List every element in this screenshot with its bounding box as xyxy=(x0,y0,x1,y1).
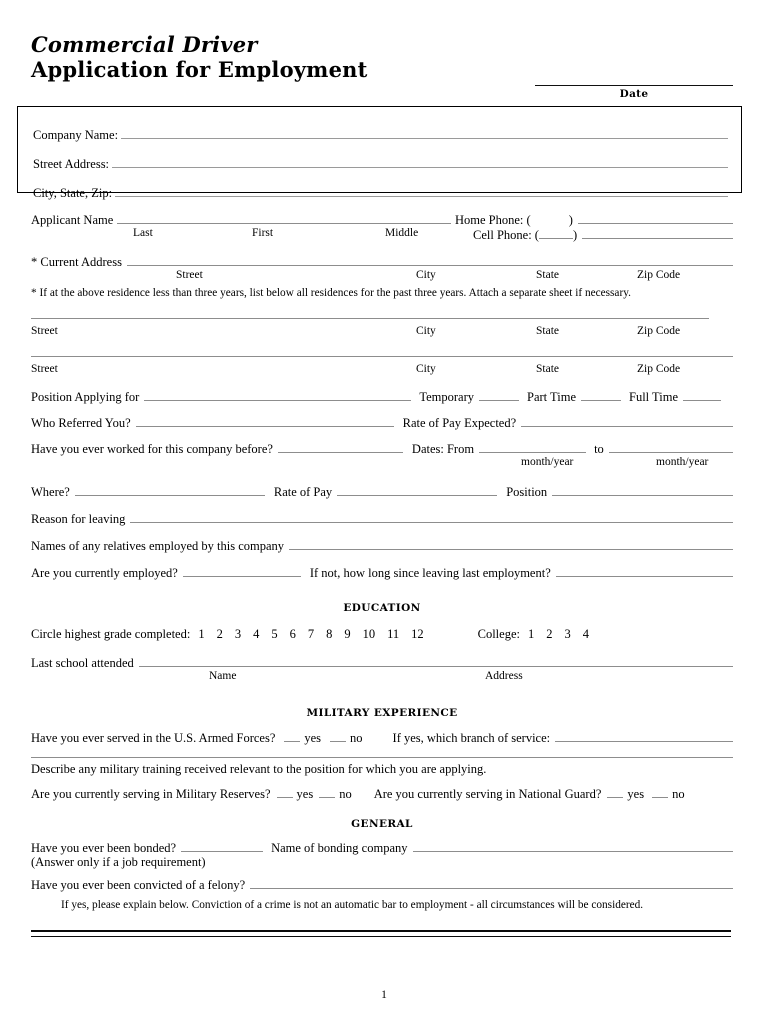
college-option-4[interactable]: 4 xyxy=(582,627,589,641)
previous-address-2-col-state: State xyxy=(536,363,559,375)
guard-no-blank[interactable] xyxy=(652,786,668,798)
reserves-yes-label: yes xyxy=(296,787,314,801)
worked-before-label: Have you ever worked for this company before? xyxy=(31,442,273,456)
grade-option-9[interactable]: 9 xyxy=(344,627,351,641)
date-label: Date xyxy=(619,88,649,100)
reserves-yes-blank[interactable] xyxy=(277,786,293,798)
grade-option-10[interactable]: 10 xyxy=(362,627,376,641)
military-describe-label: Describe any military training received relevant to the position for which you are applying. xyxy=(31,762,487,776)
rate-of-pay-label: Rate of Pay xyxy=(273,485,333,499)
currently-employed-label: Are you currently employed? xyxy=(31,566,178,580)
cell-phone-row xyxy=(473,227,733,243)
currently-employed-row xyxy=(31,565,733,581)
college-option-2[interactable]: 2 xyxy=(546,627,553,641)
previous-address-1-col-zip: Zip Code xyxy=(637,325,681,337)
felony-note: If yes, please explain below. Conviction of a crime is not an automatic bar to employment - all circumstances will be considered. xyxy=(61,899,644,911)
where-rate-position-row xyxy=(31,484,733,500)
street-address-input[interactable] xyxy=(112,156,728,168)
military-branch-label: If yes, which branch of service: xyxy=(392,731,551,745)
street-address-label: Street Address: xyxy=(33,157,110,171)
home-phone-label: Home Phone: ( xyxy=(455,213,531,227)
grade-option-11[interactable]: 11 xyxy=(387,627,400,641)
date-input-blank[interactable] xyxy=(535,72,733,86)
date-field-group xyxy=(535,72,733,100)
part-time-label: Part Time xyxy=(527,390,576,404)
referred-rate-row xyxy=(31,415,733,431)
last-school-input[interactable] xyxy=(139,655,733,667)
military-served-yes-label: yes xyxy=(304,731,322,745)
city-state-zip-row xyxy=(33,185,728,201)
dates-to-label: to xyxy=(594,442,604,456)
page-title xyxy=(31,33,368,83)
military-served-no-label: no xyxy=(350,731,363,745)
felony-label: Have you ever been convicted of a felony? xyxy=(31,878,246,892)
current-address-label: * Current Address xyxy=(31,255,122,269)
grade-option-7[interactable]: 7 xyxy=(307,627,315,641)
reserves-no-label: no xyxy=(339,787,352,801)
current-address-col-city: City xyxy=(416,269,436,281)
position-applying-label: Position Applying for xyxy=(31,390,140,404)
position-label: Position xyxy=(506,485,548,499)
bonded-note: (Answer only if a job requirement) xyxy=(31,855,206,869)
where-label: Where? xyxy=(31,485,70,499)
college-option-3[interactable]: 3 xyxy=(564,627,571,641)
where-input[interactable] xyxy=(75,484,265,496)
grade-option-6[interactable]: 6 xyxy=(289,627,296,641)
reason-leaving-label: Reason for leaving xyxy=(31,512,126,526)
company-name-row xyxy=(33,127,728,143)
bonded-note-row xyxy=(31,855,206,870)
applicant-name-input[interactable] xyxy=(117,212,451,224)
company-name-input[interactable] xyxy=(121,127,728,139)
bonded-row xyxy=(31,840,733,856)
full-time-label: Full Time xyxy=(629,390,678,404)
street-address-row xyxy=(33,156,728,172)
grade-option-4[interactable]: 4 xyxy=(253,627,260,641)
position-input[interactable] xyxy=(552,484,733,496)
if-not-how-long-label: If not, how long since leaving last employment? xyxy=(309,566,551,580)
last-school-row xyxy=(31,655,733,671)
previous-address-1-col-street: Street xyxy=(31,325,58,337)
address-footnote: * If at the above residence less than three years, list below all residences for the past three years. Attach a separate sheet if necessary. xyxy=(31,287,631,299)
rate-of-pay-input[interactable] xyxy=(337,484,497,496)
bonded-input[interactable] xyxy=(181,840,263,852)
grade-option-5[interactable]: 5 xyxy=(271,627,278,641)
rate-expected-label: Rate of Pay Expected? xyxy=(402,416,517,430)
felony-row xyxy=(31,877,733,893)
grade-option-3[interactable]: 3 xyxy=(234,627,242,641)
home-phone-row xyxy=(455,212,733,228)
home-phone-number-input[interactable] xyxy=(578,212,733,224)
cell-phone-number-input[interactable] xyxy=(582,227,733,239)
previous-address-2-col-zip: Zip Code xyxy=(637,363,681,375)
temporary-checkbox-blank[interactable] xyxy=(479,389,519,401)
military-heading: MILITARY EXPERIENCE xyxy=(306,707,458,719)
current-address-col-zip: Zip Code xyxy=(637,269,681,281)
bonded-label: Have you ever been bonded? xyxy=(31,841,177,855)
previous-address-2-col-street: Street xyxy=(31,363,58,375)
worked-before-row xyxy=(31,441,733,457)
military-reserves-guard-row xyxy=(31,786,733,802)
worked-before-input[interactable] xyxy=(278,441,403,453)
military-branch-input[interactable] xyxy=(555,730,733,742)
page-number: 1 xyxy=(381,989,387,1001)
education-grades-row xyxy=(31,627,589,642)
cell-phone-paren-close: ) xyxy=(572,228,578,242)
position-applying-input[interactable] xyxy=(144,389,411,401)
military-reserves-label: Are you currently serving in Military Reserves? xyxy=(31,787,271,801)
previous-address-2-col-city: City xyxy=(416,363,436,375)
cell-phone-label: Cell Phone: ( xyxy=(473,228,539,242)
national-guard-label: Are you currently serving in National Guard? xyxy=(373,787,602,801)
currently-employed-input[interactable] xyxy=(183,565,301,577)
general-heading: GENERAL xyxy=(351,818,413,830)
reserves-no-blank[interactable] xyxy=(319,786,335,798)
relatives-input[interactable] xyxy=(289,538,733,550)
reason-leaving-row xyxy=(31,511,733,527)
grade-option-2[interactable]: 2 xyxy=(216,627,223,641)
company-info-box xyxy=(17,106,742,200)
who-referred-label: Who Referred You? xyxy=(31,416,131,430)
college-option-1[interactable]: 1 xyxy=(527,627,535,641)
last-school-sub-name: Name xyxy=(209,670,237,682)
company-name-label: Company Name: xyxy=(33,128,119,142)
footer-divider xyxy=(31,930,731,937)
applicant-name-sub-first: First xyxy=(252,227,274,239)
guard-yes-label: yes xyxy=(627,787,645,801)
military-served-yes-blank[interactable] xyxy=(284,730,300,742)
home-phone-paren-close: ) xyxy=(568,213,573,227)
applicant-name-sub-middle: Middle xyxy=(385,227,419,239)
month-year-to-label: month/year xyxy=(656,456,709,468)
dates-from-label: Dates: From xyxy=(411,442,475,456)
position-applying-row xyxy=(31,389,721,405)
guard-no-label: no xyxy=(672,787,685,801)
relatives-row xyxy=(31,538,733,554)
felony-input[interactable] xyxy=(250,877,733,889)
cell-phone-area-code-input[interactable] xyxy=(539,227,573,239)
current-address-col-state: State xyxy=(536,269,559,281)
last-school-label: Last school attended xyxy=(31,656,134,670)
grade-option-1[interactable]: 1 xyxy=(198,627,205,641)
circle-grade-label: Circle highest grade completed: xyxy=(31,627,191,641)
guard-yes-blank[interactable] xyxy=(607,786,623,798)
bonding-company-label: Name of bonding company xyxy=(271,841,408,855)
city-state-zip-input[interactable] xyxy=(115,185,728,197)
military-training-blank[interactable] xyxy=(31,757,733,758)
rate-expected-input[interactable] xyxy=(521,415,733,427)
military-served-row xyxy=(31,730,733,746)
bonding-company-input[interactable] xyxy=(413,840,733,852)
military-served-label: Have you ever served in the U.S. Armed Forces? xyxy=(31,731,276,745)
current-address-row xyxy=(31,254,733,270)
military-served-no-blank[interactable] xyxy=(330,730,346,742)
previous-address-2-input[interactable] xyxy=(31,356,733,357)
grade-option-8[interactable]: 8 xyxy=(326,627,333,641)
current-address-col-street: Street xyxy=(176,269,203,281)
applicant-name-label: Applicant Name xyxy=(31,213,114,227)
reason-leaving-input[interactable] xyxy=(130,511,733,523)
grade-option-12[interactable]: 12 xyxy=(411,627,424,641)
title-line-commercial-driver: Commercial Driver xyxy=(31,32,258,57)
dates-from-input[interactable] xyxy=(479,441,586,453)
full-time-checkbox-blank[interactable] xyxy=(683,389,721,401)
relatives-label: Names of any relatives employed by this company xyxy=(31,539,285,553)
last-school-sub-address: Address xyxy=(485,670,523,682)
who-referred-input[interactable] xyxy=(136,415,394,427)
education-heading: EDUCATION xyxy=(343,602,421,614)
previous-address-1-col-state: State xyxy=(536,325,559,337)
military-describe-row xyxy=(31,762,486,777)
month-year-from-label: month/year xyxy=(521,456,574,468)
applicant-name-sub-last: Last xyxy=(133,227,153,239)
previous-address-1-col-city: City xyxy=(416,325,436,337)
applicant-name-row xyxy=(31,212,451,228)
dates-to-input[interactable] xyxy=(609,441,733,453)
current-address-input[interactable] xyxy=(127,254,733,266)
part-time-checkbox-blank[interactable] xyxy=(581,389,621,401)
previous-address-1-input[interactable] xyxy=(31,318,709,319)
city-state-zip-label: City, State, Zip: xyxy=(33,186,113,200)
title-line-application-for-employment: Application for Employment xyxy=(31,57,368,82)
college-label: College: xyxy=(477,627,520,641)
if-not-how-long-input[interactable] xyxy=(556,565,733,577)
temporary-label: Temporary xyxy=(419,390,475,404)
